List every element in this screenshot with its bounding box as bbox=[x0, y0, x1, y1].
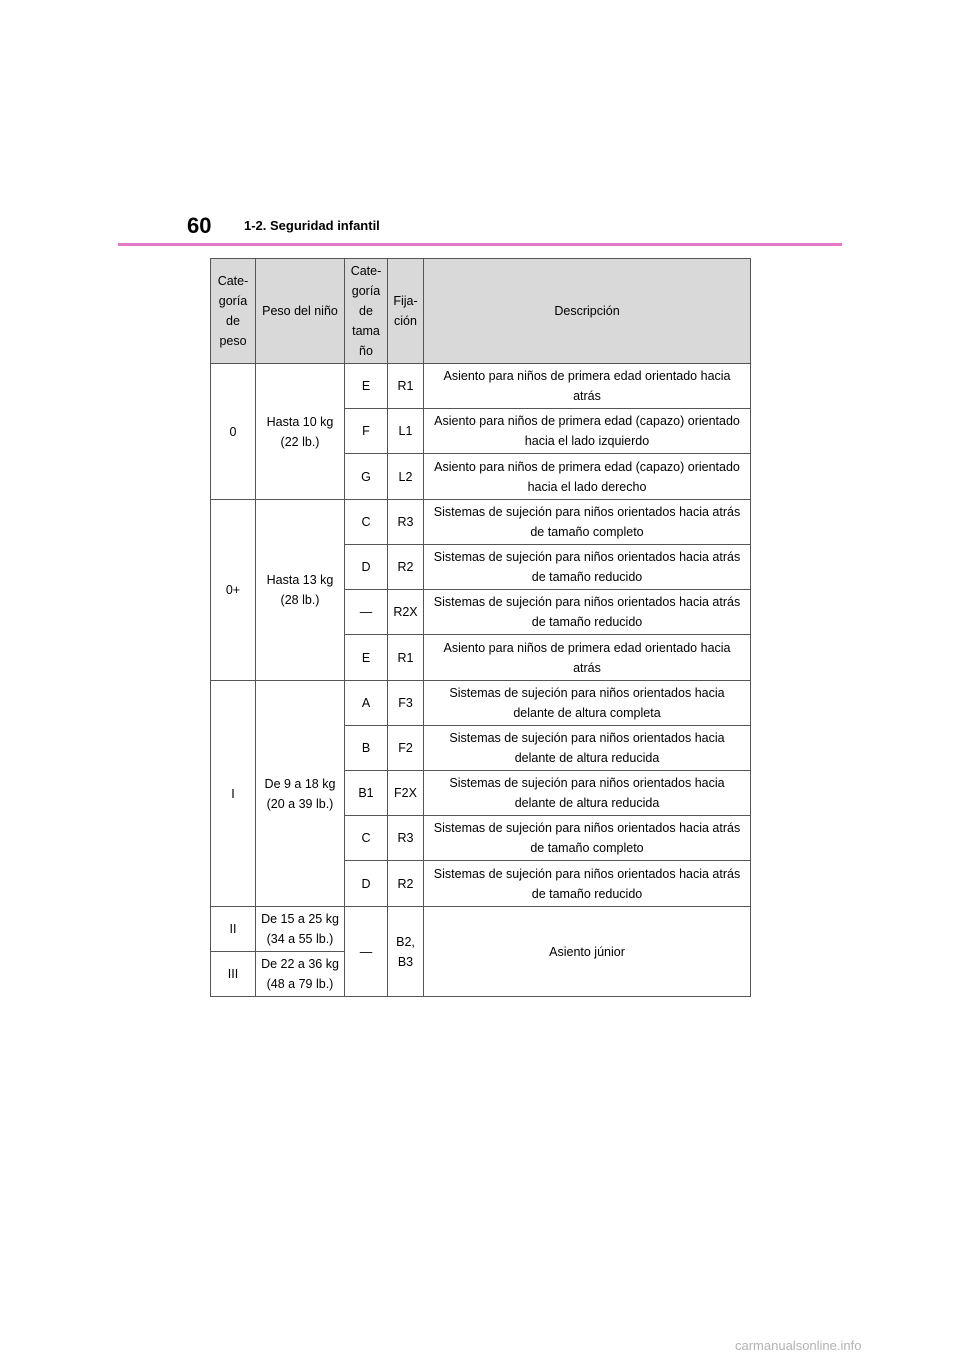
size-category-cell: E bbox=[345, 364, 388, 409]
description-cell: Asiento para niños de primera edad (capazo) orientado hacia el lado izquierdo bbox=[424, 409, 751, 454]
header-size-category: Cate- goría de tama ño bbox=[345, 259, 388, 364]
fixture-cell: R1 bbox=[388, 364, 424, 409]
page-number: 60 bbox=[187, 213, 212, 238]
description-cell: Asiento para niños de primera edad orientado hacia atrás bbox=[424, 635, 751, 681]
table-header-row bbox=[211, 259, 751, 364]
table-row bbox=[211, 364, 751, 409]
watermark-logo: carmanualsonline.info bbox=[735, 1338, 862, 1353]
fixture-cell: F2X bbox=[388, 771, 424, 816]
fixture-cell: L1 bbox=[388, 409, 424, 454]
header-weight-category: Cate- goría de peso bbox=[211, 259, 256, 364]
child-weight-cell: De 9 a 18 kg (20 a 39 lb.) bbox=[256, 681, 345, 907]
header-description: Descripción bbox=[424, 259, 751, 364]
description-cell: Asiento júnior bbox=[424, 907, 751, 997]
table-row bbox=[211, 681, 751, 726]
description-cell: Sistemas de sujeción para niños orientados hacia atrás de tamaño completo bbox=[424, 500, 751, 545]
weight-category-cell: 0+ bbox=[211, 500, 256, 681]
size-category-cell: B bbox=[345, 726, 388, 771]
fixture-cell: R2 bbox=[388, 861, 424, 907]
fixture-cell: B2, B3 bbox=[388, 907, 424, 997]
fixture-cell: F2 bbox=[388, 726, 424, 771]
size-category-cell: D bbox=[345, 861, 388, 907]
weight-category-cell: III bbox=[211, 952, 256, 997]
description-cell: Sistemas de sujeción para niños orientados hacia atrás de tamaño reducido bbox=[424, 545, 751, 590]
header-child-weight: Peso del niño bbox=[256, 259, 345, 364]
child-weight-cell: Hasta 10 kg (22 lb.) bbox=[256, 364, 345, 500]
weight-category-cell: 0 bbox=[211, 364, 256, 500]
fixture-cell: R2X bbox=[388, 590, 424, 635]
fixture-cell: R3 bbox=[388, 816, 424, 861]
fixture-cell: R1 bbox=[388, 635, 424, 681]
table-body bbox=[211, 364, 751, 997]
table-row bbox=[211, 907, 751, 952]
fixture-cell: R2 bbox=[388, 545, 424, 590]
fixture-cell: L2 bbox=[388, 454, 424, 500]
weight-category-cell: I bbox=[211, 681, 256, 907]
header-fixture: Fija- ción bbox=[388, 259, 424, 364]
size-category-cell: E bbox=[345, 635, 388, 681]
size-category-cell: A bbox=[345, 681, 388, 726]
description-cell: Asiento para niños de primera edad orientado hacia atrás bbox=[424, 364, 751, 409]
section-title: 1-2. Seguridad infantil bbox=[244, 218, 380, 233]
size-category-cell: G bbox=[345, 454, 388, 500]
description-cell: Sistemas de sujeción para niños orientados hacia atrás de tamaño completo bbox=[424, 816, 751, 861]
description-cell: Sistemas de sujeción para niños orientados hacia delante de altura reducida bbox=[424, 771, 751, 816]
child-weight-cell: De 22 a 36 kg (48 a 79 lb.) bbox=[256, 952, 345, 997]
fixture-cell: R3 bbox=[388, 500, 424, 545]
weight-category-cell: II bbox=[211, 907, 256, 952]
child-seat-table bbox=[210, 258, 751, 997]
child-weight-cell: Hasta 13 kg (28 lb.) bbox=[256, 500, 345, 681]
description-cell: Sistemas de sujeción para niños orientados hacia atrás de tamaño reducido bbox=[424, 861, 751, 907]
size-category-cell: F bbox=[345, 409, 388, 454]
description-cell: Sistemas de sujeción para niños orientados hacia delante de altura completa bbox=[424, 681, 751, 726]
child-weight-cell: De 15 a 25 kg (34 a 55 lb.) bbox=[256, 907, 345, 952]
size-category-cell: — bbox=[345, 590, 388, 635]
table-row bbox=[211, 500, 751, 545]
size-category-cell: C bbox=[345, 816, 388, 861]
description-cell: Asiento para niños de primera edad (capazo) orientado hacia el lado derecho bbox=[424, 454, 751, 500]
size-category-cell: B1 bbox=[345, 771, 388, 816]
fixture-cell: F3 bbox=[388, 681, 424, 726]
size-category-cell: D bbox=[345, 545, 388, 590]
description-cell: Sistemas de sujeción para niños orientados hacia delante de altura reducida bbox=[424, 726, 751, 771]
description-cell: Sistemas de sujeción para niños orientados hacia atrás de tamaño reducido bbox=[424, 590, 751, 635]
size-category-cell: C bbox=[345, 500, 388, 545]
size-category-cell: — bbox=[345, 907, 388, 997]
header-divider bbox=[118, 243, 842, 246]
